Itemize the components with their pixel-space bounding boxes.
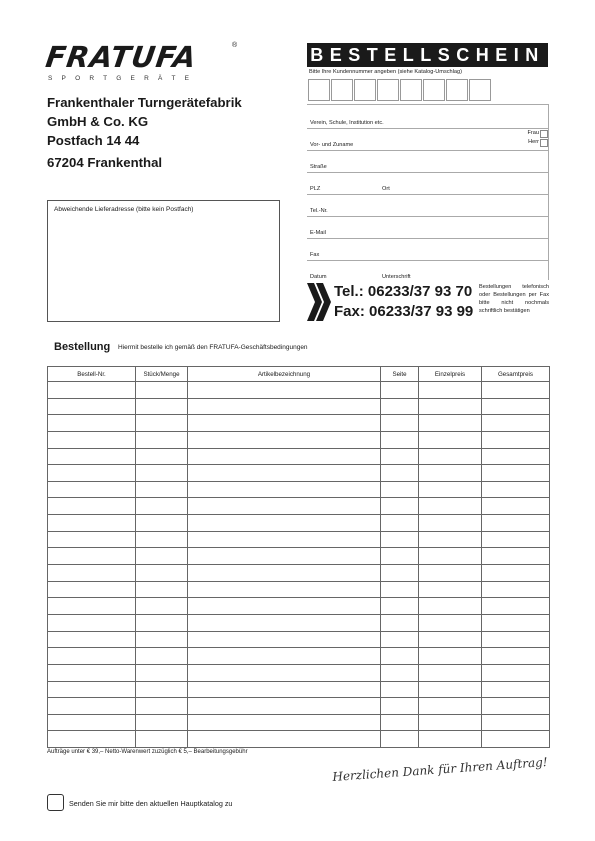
order-cell[interactable] (48, 398, 136, 415)
order-cell[interactable] (136, 631, 188, 648)
order-cell[interactable] (136, 565, 188, 582)
order-cell[interactable] (419, 614, 482, 631)
order-cell[interactable] (381, 398, 419, 415)
order-cell[interactable] (419, 581, 482, 598)
order-cell[interactable] (419, 664, 482, 681)
catalog-request-label: Senden Sie mir bitte den aktuellen Hauptkatalog zu (69, 799, 233, 808)
field-datum-unterschrift[interactable] (307, 261, 549, 281)
order-cell[interactable] (482, 664, 550, 681)
field-email-label: E-Mail (310, 230, 326, 236)
order-cell[interactable] (482, 498, 550, 515)
logo-tagline: SPORTGERÄTE (48, 75, 199, 82)
order-cell[interactable] (188, 382, 381, 399)
field-verein-label: Verein, Schule, Institution etc. (310, 120, 384, 126)
customer-number-digit[interactable] (331, 79, 353, 101)
order-cell[interactable] (188, 614, 381, 631)
thanks-handwriting: Herzlichen Dank für Ihren Auftrag! (332, 754, 549, 784)
order-cell[interactable] (48, 498, 136, 515)
order-cell[interactable] (482, 481, 550, 498)
order-row (48, 731, 550, 748)
order-row (48, 565, 550, 582)
order-cell[interactable] (48, 664, 136, 681)
order-cell[interactable] (188, 448, 381, 465)
order-cell[interactable] (419, 415, 482, 432)
address-line-1: Frankenthaler Turngerätefabrik (47, 95, 242, 110)
order-cell[interactable] (48, 731, 136, 748)
customer-number-field[interactable] (308, 79, 491, 101)
order-cell[interactable] (136, 448, 188, 465)
order-cell[interactable] (482, 598, 550, 615)
order-table-header (48, 367, 550, 382)
order-cell[interactable] (188, 431, 381, 448)
order-cell[interactable] (419, 465, 482, 482)
customer-number-digit[interactable] (400, 79, 422, 101)
field-ort-label: Ort (382, 186, 390, 192)
order-cell[interactable] (482, 398, 550, 415)
order-cell[interactable] (188, 415, 381, 432)
order-cell[interactable] (136, 531, 188, 548)
order-cell[interactable] (482, 548, 550, 565)
catalog-request-checkbox[interactable] (47, 794, 64, 811)
order-cell[interactable] (381, 531, 419, 548)
order-cell[interactable] (381, 515, 419, 532)
order-cell[interactable] (188, 698, 381, 715)
order-cell[interactable] (381, 581, 419, 598)
order-cell[interactable] (419, 548, 482, 565)
order-cell[interactable] (482, 515, 550, 532)
order-cell[interactable] (419, 631, 482, 648)
order-row (48, 481, 550, 498)
order-cell[interactable] (188, 631, 381, 648)
customer-form (307, 104, 549, 280)
column-header-bestell-nr: Bestell-Nr. (48, 367, 136, 382)
field-tel[interactable] (307, 195, 549, 217)
order-cell[interactable] (48, 631, 136, 648)
order-cell[interactable] (48, 714, 136, 731)
order-cell[interactable] (48, 698, 136, 715)
order-row (48, 465, 550, 482)
order-cell[interactable] (136, 714, 188, 731)
order-cell[interactable] (188, 664, 381, 681)
order-cell[interactable] (136, 398, 188, 415)
order-row (48, 431, 550, 448)
customer-number-digit[interactable] (308, 79, 330, 101)
salutation-herr-checkbox[interactable] (540, 139, 548, 147)
order-cell[interactable] (381, 415, 419, 432)
field-datum-label: Datum (310, 274, 327, 280)
order-cell[interactable] (188, 731, 381, 748)
order-cell[interactable] (188, 548, 381, 565)
salutation-herr-label: Herr (528, 139, 539, 145)
order-cell[interactable] (381, 631, 419, 648)
order-cell[interactable] (136, 614, 188, 631)
order-cell[interactable] (482, 714, 550, 731)
field-fax[interactable] (307, 239, 549, 261)
order-cell[interactable] (381, 548, 419, 565)
order-cell[interactable] (48, 548, 136, 565)
order-cell[interactable] (136, 382, 188, 399)
order-cell[interactable] (48, 648, 136, 665)
order-row (48, 714, 550, 731)
order-cell[interactable] (48, 581, 136, 598)
order-cell[interactable] (482, 614, 550, 631)
order-cell[interactable] (381, 648, 419, 665)
order-cell[interactable] (188, 714, 381, 731)
order-row (48, 515, 550, 532)
field-strasse[interactable] (307, 151, 549, 173)
order-row (48, 448, 550, 465)
order-cell[interactable] (188, 648, 381, 665)
order-cell[interactable] (419, 714, 482, 731)
fax-number: Fax: 06233/37 93 99 (334, 303, 474, 320)
salutation-frau-checkbox[interactable] (540, 130, 548, 138)
order-table (47, 366, 550, 748)
order-cell[interactable] (136, 648, 188, 665)
order-cell[interactable] (381, 664, 419, 681)
order-cell[interactable] (188, 531, 381, 548)
order-row (48, 598, 550, 615)
order-cell[interactable] (136, 548, 188, 565)
order-cell[interactable] (48, 465, 136, 482)
order-table-body (48, 382, 550, 748)
order-cell[interactable] (482, 465, 550, 482)
column-header-gesamtpreis: Gesamtpreis (482, 367, 550, 382)
order-cell[interactable] (48, 531, 136, 548)
order-cell[interactable] (381, 382, 419, 399)
order-cell[interactable] (482, 382, 550, 399)
order-cell[interactable] (48, 415, 136, 432)
customer-number-digit[interactable] (469, 79, 491, 101)
field-tel-label: Tel.-Nr. (310, 208, 328, 214)
order-hint: Hiermit bestelle ich gemäß den FRATUFA-Geschäftsbedingungen (118, 344, 308, 351)
order-cell[interactable] (381, 498, 419, 515)
field-strasse-label: Straße (310, 164, 327, 170)
order-cell[interactable] (188, 481, 381, 498)
order-cell[interactable] (136, 465, 188, 482)
field-plz-label: PLZ (310, 186, 321, 192)
order-cell[interactable] (48, 515, 136, 532)
address-line-4: 67204 Frankenthal (47, 155, 163, 170)
address-line-2: GmbH & Co. KG (47, 114, 149, 129)
order-cell[interactable] (482, 648, 550, 665)
order-cell[interactable] (188, 498, 381, 515)
order-row (48, 398, 550, 415)
order-cell[interactable] (419, 565, 482, 582)
order-row (48, 415, 550, 432)
order-cell[interactable] (136, 515, 188, 532)
field-verein[interactable] (307, 105, 549, 129)
order-cell[interactable] (188, 565, 381, 582)
order-row (48, 548, 550, 565)
order-row (48, 382, 550, 399)
order-cell[interactable] (136, 731, 188, 748)
order-cell[interactable] (136, 581, 188, 598)
order-cell[interactable] (48, 448, 136, 465)
order-cell[interactable] (419, 531, 482, 548)
order-cell[interactable] (419, 481, 482, 498)
order-cell[interactable] (381, 431, 419, 448)
order-row (48, 698, 550, 715)
order-cell[interactable] (48, 481, 136, 498)
order-cell[interactable] (381, 481, 419, 498)
order-cell[interactable] (381, 681, 419, 698)
order-heading: Bestellung (54, 341, 111, 353)
column-header-artikel: Artikelbezeichnung (188, 367, 381, 382)
order-cell[interactable] (188, 581, 381, 598)
order-row (48, 664, 550, 681)
alt-delivery-field[interactable] (47, 200, 280, 322)
order-cell[interactable] (48, 431, 136, 448)
order-cell[interactable] (188, 681, 381, 698)
order-row (48, 614, 550, 631)
order-cell[interactable] (381, 698, 419, 715)
address-line-3: Postfach 14 44 (47, 133, 140, 148)
order-cell[interactable] (419, 382, 482, 399)
order-cell[interactable] (482, 698, 550, 715)
field-plz-ort[interactable] (307, 173, 549, 195)
order-contact-note: Bestellungen telefonisch oder Bestellungen per Fax bitte nicht nochmals schriftlich bestätigen (479, 284, 549, 314)
order-cell[interactable] (482, 415, 550, 432)
order-cell[interactable] (482, 681, 550, 698)
customer-number-digit[interactable] (377, 79, 399, 101)
field-unterschrift-label: Unterschrift (382, 274, 411, 280)
order-cell[interactable] (419, 731, 482, 748)
order-cell[interactable] (136, 415, 188, 432)
field-name[interactable] (307, 129, 549, 151)
order-cell[interactable] (136, 681, 188, 698)
order-cell[interactable] (419, 681, 482, 698)
order-cell[interactable] (48, 681, 136, 698)
form-title: BESTELLSCHEIN (307, 43, 548, 67)
order-cell[interactable] (136, 698, 188, 715)
logo-wordmark: FRATUFA (43, 40, 200, 74)
order-row (48, 581, 550, 598)
order-cell[interactable] (136, 431, 188, 448)
order-cell[interactable] (381, 565, 419, 582)
order-cell[interactable] (381, 614, 419, 631)
order-row (48, 531, 550, 548)
order-row (48, 498, 550, 515)
order-cell[interactable] (48, 565, 136, 582)
order-cell[interactable] (136, 598, 188, 615)
order-cell[interactable] (482, 581, 550, 598)
order-cell[interactable] (381, 598, 419, 615)
fratufa-logo (43, 40, 246, 86)
customer-number-hint: Bitte Ihre Kundennummer angeben (siehe Katalog-Umschlag) (309, 69, 462, 75)
min-order-note: Aufträge unter € 39,– Netto-Warenwert zuzüglich € 5,– Bearbeitungsgebühr (47, 749, 248, 755)
order-row (48, 631, 550, 648)
column-header-menge: Stück/Menge (136, 367, 188, 382)
order-cell[interactable] (482, 431, 550, 448)
order-cell[interactable] (419, 698, 482, 715)
order-row (48, 648, 550, 665)
column-header-seite: Seite (381, 367, 419, 382)
order-cell[interactable] (381, 448, 419, 465)
customer-number-digit[interactable] (446, 79, 468, 101)
order-cell[interactable] (482, 565, 550, 582)
order-row (48, 681, 550, 698)
order-cell[interactable] (419, 431, 482, 448)
order-cell[interactable] (482, 631, 550, 648)
order-cell[interactable] (419, 498, 482, 515)
order-cell[interactable] (419, 448, 482, 465)
order-cell[interactable] (136, 481, 188, 498)
customer-number-digit[interactable] (354, 79, 376, 101)
order-cell[interactable] (419, 515, 482, 532)
order-cell[interactable] (48, 598, 136, 615)
order-cell[interactable] (136, 664, 188, 681)
alt-delivery-label: Abweichende Lieferadresse (bitte kein Postfach) (54, 206, 194, 213)
order-cell[interactable] (381, 731, 419, 748)
order-cell[interactable] (48, 382, 136, 399)
order-cell[interactable] (419, 648, 482, 665)
order-cell[interactable] (188, 598, 381, 615)
order-cell[interactable] (482, 448, 550, 465)
order-cell[interactable] (419, 398, 482, 415)
order-cell[interactable] (482, 731, 550, 748)
column-header-einzelpreis: Einzelpreis (419, 367, 482, 382)
salutation-frau-label: Frau (527, 130, 539, 136)
order-cell[interactable] (419, 598, 482, 615)
field-email[interactable] (307, 217, 549, 239)
order-cell[interactable] (482, 531, 550, 548)
field-name-label: Vor- und Zuname (310, 142, 354, 148)
registered-mark: ® (232, 42, 238, 49)
field-fax-label: Fax (310, 252, 320, 258)
company-address (47, 93, 287, 172)
customer-number-digit[interactable] (423, 79, 445, 101)
order-cell[interactable] (188, 398, 381, 415)
order-cell[interactable] (188, 465, 381, 482)
order-cell[interactable] (136, 498, 188, 515)
double-chevron-icon (307, 283, 331, 321)
order-cell[interactable] (381, 465, 419, 482)
order-cell[interactable] (188, 515, 381, 532)
phone-number: Tel.: 06233/37 93 70 (334, 283, 473, 300)
order-cell[interactable] (48, 614, 136, 631)
order-cell[interactable] (381, 714, 419, 731)
